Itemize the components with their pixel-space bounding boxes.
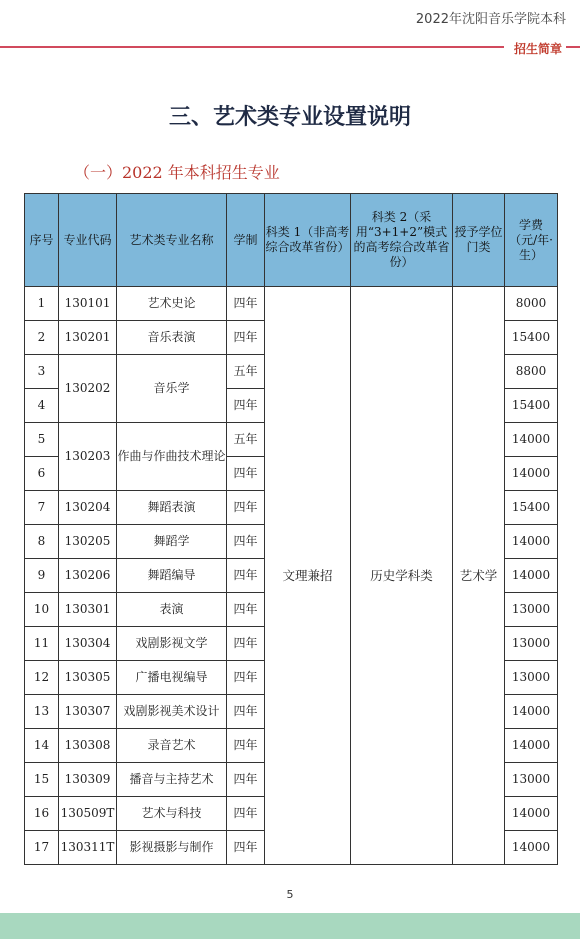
cell-code: 130206 [59,559,117,593]
cell-cat1: 文理兼招 [265,287,351,865]
cell-name: 播音与主持艺术 [117,763,227,797]
cell-code: 130304 [59,627,117,661]
cell-years: 四年 [227,661,265,695]
cell-code: 130202 [59,355,117,423]
cell-no: 8 [25,525,59,559]
header-badge: 招生简章 [504,38,566,59]
cell-code: 130201 [59,321,117,355]
cell-fee: 14000 [505,525,558,559]
cell-name: 戏剧影视文学 [117,627,227,661]
cell-fee: 13000 [505,627,558,661]
cell-no: 12 [25,661,59,695]
cell-years: 四年 [227,491,265,525]
cell-fee: 8800 [505,355,558,389]
cell-no: 11 [25,627,59,661]
cell-fee: 14000 [505,559,558,593]
cell-name: 戏剧影视美术设计 [117,695,227,729]
cell-no: 9 [25,559,59,593]
cell-no: 5 [25,423,59,457]
cell-years: 四年 [227,287,265,321]
cell-fee: 14000 [505,457,558,491]
cell-no: 17 [25,831,59,865]
cell-code: 130203 [59,423,117,491]
cell-years: 四年 [227,729,265,763]
header-years: 学制 [227,194,265,287]
cell-years: 四年 [227,831,265,865]
cell-years: 四年 [227,525,265,559]
cell-code: 130305 [59,661,117,695]
header-cat2: 科类 2（采用“3+1+2”模式的高考综合改革省份） [351,194,453,287]
cell-code: 130307 [59,695,117,729]
cell-no: 16 [25,797,59,831]
cell-no: 4 [25,389,59,423]
document-header-title: 2022年沈阳音乐学院本科 [415,12,566,27]
cell-no: 1 [25,287,59,321]
cell-fee: 14000 [505,695,558,729]
cell-years: 四年 [227,763,265,797]
cell-years: 四年 [227,797,265,831]
cell-fee: 14000 [505,797,558,831]
cell-no: 13 [25,695,59,729]
cell-code: 130509T [59,797,117,831]
cell-code: 130309 [59,763,117,797]
cell-name: 舞蹈学 [117,525,227,559]
cell-no: 14 [25,729,59,763]
cell-name: 艺术史论 [117,287,227,321]
header-cat1: 科类 1（非高考综合改革省份） [265,194,351,287]
cell-code: 130308 [59,729,117,763]
cell-years: 四年 [227,389,265,423]
cell-fee: 15400 [505,491,558,525]
cell-fee: 15400 [505,321,558,355]
cell-no: 6 [25,457,59,491]
cell-name: 音乐表演 [117,321,227,355]
cell-years: 四年 [227,627,265,661]
cell-years: 四年 [227,559,265,593]
cell-cat2: 历史学科类 [351,287,453,865]
cell-name: 音乐学 [117,355,227,423]
footer-band [0,913,580,939]
header-no: 序号 [25,194,59,287]
cell-no: 7 [25,491,59,525]
cell-code: 130311T [59,831,117,865]
cell-no: 2 [25,321,59,355]
header-divider [0,46,580,48]
cell-name: 舞蹈表演 [117,491,227,525]
cell-no: 10 [25,593,59,627]
cell-fee: 8000 [505,287,558,321]
cell-years: 四年 [227,321,265,355]
cell-code: 130101 [59,287,117,321]
cell-fee: 13000 [505,661,558,695]
cell-name: 舞蹈编导 [117,559,227,593]
cell-fee: 14000 [505,831,558,865]
header-name: 艺术类专业名称 [117,194,227,287]
cell-name: 录音艺术 [117,729,227,763]
cell-name: 表演 [117,593,227,627]
cell-fee: 13000 [505,593,558,627]
cell-no: 3 [25,355,59,389]
cell-years: 四年 [227,457,265,491]
cell-fee: 15400 [505,389,558,423]
cell-years: 四年 [227,593,265,627]
cell-fee: 13000 [505,763,558,797]
cell-years: 四年 [227,695,265,729]
cell-degree: 艺术学 [453,287,505,865]
cell-years: 五年 [227,423,265,457]
cell-name: 影视摄影与制作 [117,831,227,865]
header-degree: 授予学位门类 [453,194,505,287]
cell-no: 15 [25,763,59,797]
cell-name: 艺术与科技 [117,797,227,831]
cell-code: 130204 [59,491,117,525]
cell-name: 广播电视编导 [117,661,227,695]
sub-title: （一）2022 年本科招生专业 [74,163,280,182]
cell-fee: 14000 [505,729,558,763]
page-number: 5 [286,888,294,901]
cell-code: 130205 [59,525,117,559]
cell-name: 作曲与作曲技术理论 [117,423,227,491]
cell-fee: 14000 [505,423,558,457]
majors-table [24,193,558,865]
cell-code: 130301 [59,593,117,627]
cell-years: 五年 [227,355,265,389]
section-title: 三、艺术类专业设置说明 [168,104,411,130]
header-code: 专业代码 [59,194,117,287]
table-row [25,287,558,321]
header-fee: 学费（元/年·生） [505,194,558,287]
table-header-row [25,194,558,287]
